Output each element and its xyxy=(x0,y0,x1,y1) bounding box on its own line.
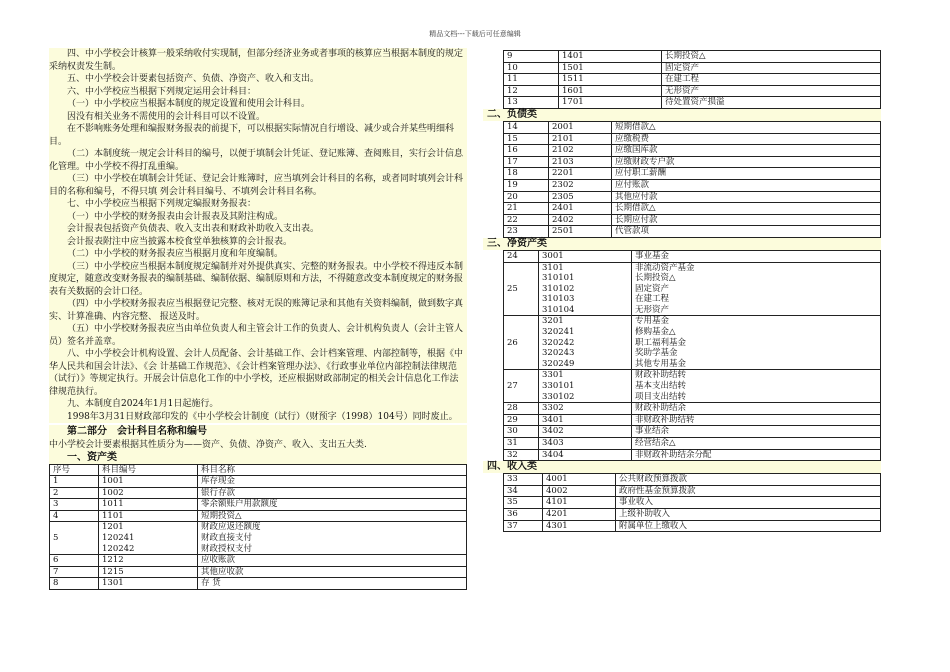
account-code: 1301 xyxy=(102,578,124,589)
account-code: 330102 xyxy=(542,391,575,402)
account-name: 财政直接支付 xyxy=(201,533,253,544)
paragraph: （一）中小学校应当根据本制度的规定设置和使用会计科目。 xyxy=(49,98,467,111)
name-cell xyxy=(612,133,881,145)
table-row xyxy=(504,179,881,191)
row-number-cell: 1 xyxy=(50,476,99,488)
body-paragraphs xyxy=(49,48,467,423)
code-cell xyxy=(539,262,632,316)
code-cell xyxy=(559,85,662,97)
table-row xyxy=(504,156,881,168)
right-column xyxy=(487,50,881,532)
account-name: 长期投资△ xyxy=(635,273,676,284)
table-row xyxy=(504,474,881,486)
table-row xyxy=(50,555,467,567)
account-code: 3001 xyxy=(542,250,564,261)
name-cell xyxy=(198,578,467,590)
paragraph: 五、中小学校会计要素包括资产、负债、净资产、收入和支出。 xyxy=(49,73,467,86)
row-number-cell: 8 xyxy=(50,578,99,590)
code-cell xyxy=(549,203,612,215)
account-name: 在建工程 xyxy=(665,74,700,85)
name-cell xyxy=(198,510,467,522)
table-row xyxy=(504,403,881,415)
code-cell xyxy=(549,156,612,168)
name-cell xyxy=(662,51,881,63)
account-name: 长期投资△ xyxy=(665,51,706,61)
account-code: 1011 xyxy=(102,499,124,510)
name-cell xyxy=(198,555,467,567)
row-number-cell: 27 xyxy=(504,370,539,403)
code-cell xyxy=(549,191,612,203)
account-name: 基本支出结转 xyxy=(635,381,687,392)
name-cell xyxy=(612,226,881,238)
account-code: 2001 xyxy=(552,121,574,132)
account-code: 310101 xyxy=(542,273,575,284)
account-name: 财政授权支付 xyxy=(201,543,253,554)
account-name: 职工福利基金 xyxy=(635,337,687,348)
table-row xyxy=(504,168,881,180)
table-row xyxy=(504,133,881,145)
row-number-cell: 7 xyxy=(50,566,99,578)
account-name: 财政补助结余 xyxy=(635,403,687,414)
row-number-cell: 10 xyxy=(504,62,559,74)
row-number-cell: 36 xyxy=(504,508,543,520)
account-code: 310104 xyxy=(542,304,575,315)
account-name: 其他应付款 xyxy=(615,191,658,202)
table-header-row xyxy=(50,464,467,476)
account-name: 应付账款 xyxy=(615,179,650,190)
name-cell xyxy=(632,414,881,426)
account-code: 2501 xyxy=(552,226,574,237)
account-name: 固定资产 xyxy=(665,62,700,73)
row-number-cell: 21 xyxy=(504,203,549,215)
row-number-cell: 32 xyxy=(504,449,539,461)
account-name: 经营结余△ xyxy=(635,438,676,448)
header-cell-no: 序号 xyxy=(50,464,99,476)
table-row xyxy=(504,520,881,532)
account-name: 事业结余 xyxy=(635,426,670,437)
name-cell xyxy=(612,203,881,215)
account-code: 1511 xyxy=(562,74,584,85)
name-cell xyxy=(616,520,881,532)
account-name: 应付职工薪酬 xyxy=(615,168,667,179)
net-assets-table xyxy=(503,250,881,461)
paragraph: （二）中小学校的财务报表应当根据月度和年度编制。 xyxy=(49,248,467,261)
table-row xyxy=(504,438,881,450)
row-number-cell: 31 xyxy=(504,438,539,450)
account-code: 1215 xyxy=(102,566,124,577)
account-name: 项目支出结转 xyxy=(635,391,687,402)
row-number-cell: 33 xyxy=(504,474,543,486)
row-number-cell: 34 xyxy=(504,485,543,497)
row-number-cell: 2 xyxy=(50,487,99,499)
row-number-cell: 17 xyxy=(504,156,549,168)
table-row xyxy=(504,316,881,370)
header-cell-name: 科目名称 xyxy=(198,464,467,476)
row-number-cell: 11 xyxy=(504,74,559,86)
table-row xyxy=(504,191,881,203)
name-cell xyxy=(198,499,467,511)
account-code: 120242 xyxy=(102,543,135,554)
name-cell xyxy=(612,214,881,226)
account-code: 310102 xyxy=(542,283,575,294)
row-number-cell: 19 xyxy=(504,179,549,191)
account-code: 1501 xyxy=(562,62,584,73)
account-code: 2103 xyxy=(552,156,574,167)
row-number-cell: 30 xyxy=(504,426,539,438)
row-number-cell: 4 xyxy=(50,510,99,522)
table-row xyxy=(504,508,881,520)
row-number-cell: 20 xyxy=(504,191,549,203)
account-code: 310103 xyxy=(542,294,575,305)
part2-intro: 中小学校会计要素根据其性质分为——资产、负债、净资产、收入、支出五大类. xyxy=(49,439,467,452)
name-cell xyxy=(616,485,881,497)
row-number-cell: 14 xyxy=(504,121,549,133)
table-row xyxy=(504,145,881,157)
table-row xyxy=(50,578,467,590)
account-name: 修购基金△ xyxy=(635,327,676,338)
account-code: 1212 xyxy=(102,555,124,566)
paragraph: （三）中小学校在填制会计凭证、登记会计账簿时，应当填列会计科目的名称，或者同时填列会计科目的名称和编号，不得只填 列会计科目编号、不填列会计科目名称。 xyxy=(49,173,467,198)
account-name: 银行存款 xyxy=(201,487,236,498)
table-row xyxy=(50,522,467,555)
row-number-cell: 5 xyxy=(50,522,99,555)
account-code: 120241 xyxy=(102,533,135,544)
account-code: 320242 xyxy=(542,337,575,348)
account-name: 其他应收款 xyxy=(201,566,244,577)
paragraph: 1998年3月31日财政部印发的《中小学校会计制度（试行）（财预字（1998）104号）同时废止。 xyxy=(49,411,467,424)
name-cell xyxy=(632,426,881,438)
code-cell xyxy=(99,476,198,488)
code-cell xyxy=(99,566,198,578)
name-cell xyxy=(632,449,881,461)
part2-title: 第二部分 会计科目名称和编号 xyxy=(49,425,467,439)
table-row xyxy=(504,62,881,74)
table-row xyxy=(504,426,881,438)
table-row xyxy=(504,250,881,262)
row-number-cell: 25 xyxy=(504,262,539,316)
table-row xyxy=(504,262,881,316)
code-cell xyxy=(99,555,198,567)
account-name: 事业收入 xyxy=(619,497,654,508)
code-cell xyxy=(549,121,612,133)
code-cell xyxy=(539,426,632,438)
name-cell xyxy=(632,250,881,262)
row-number-cell: 15 xyxy=(504,133,549,145)
account-name: 代管款项 xyxy=(615,226,650,237)
left-column xyxy=(49,48,467,590)
name-cell xyxy=(662,62,881,74)
paragraph: （二）本制度统一规定会计科目的编号，以便于填制会计凭证、登记账簿、查阅账目，实行会计信息化管理。中小学校不得打乱重编。 xyxy=(49,148,467,173)
paragraph: 会计报表包括资产负债表、收入支出表和财政补助收入支出表。 xyxy=(49,223,467,236)
account-code: 1701 xyxy=(562,97,584,108)
table-row xyxy=(504,74,881,86)
name-cell xyxy=(612,179,881,191)
code-cell xyxy=(539,414,632,426)
assets-category-title: 一、资产类 xyxy=(49,452,467,464)
account-name: 应缴国库款 xyxy=(615,145,658,156)
account-code: 2305 xyxy=(552,191,574,202)
table-row xyxy=(504,485,881,497)
account-name: 公共财政预算拨款 xyxy=(619,474,688,485)
code-cell xyxy=(539,438,632,450)
account-code: 4001 xyxy=(546,474,568,485)
name-cell xyxy=(612,191,881,203)
net-assets-category-title: 三、净资产类 xyxy=(483,238,881,250)
account-code: 3403 xyxy=(542,438,564,448)
income-table xyxy=(503,473,881,532)
account-name: 非财政补助结转 xyxy=(635,414,695,425)
assets-continued-table xyxy=(503,50,881,109)
row-number-cell: 24 xyxy=(504,250,539,262)
row-number-cell: 6 xyxy=(50,555,99,567)
code-cell xyxy=(559,74,662,86)
table-row xyxy=(504,85,881,97)
row-number-cell: 3 xyxy=(50,499,99,511)
account-code: 1601 xyxy=(562,85,584,96)
table-row xyxy=(504,370,881,403)
account-code: 4002 xyxy=(546,485,568,496)
account-code: 2101 xyxy=(552,133,574,144)
code-cell xyxy=(543,497,616,509)
account-code: 3402 xyxy=(542,426,564,437)
account-code: 320249 xyxy=(542,358,575,369)
account-code: 1002 xyxy=(102,487,124,498)
name-cell xyxy=(632,262,881,316)
account-code: 2402 xyxy=(552,214,574,225)
account-code: 1201 xyxy=(102,522,124,533)
account-name: 事业基金 xyxy=(635,250,670,261)
account-code: 2102 xyxy=(552,145,574,156)
code-cell xyxy=(559,62,662,74)
code-cell xyxy=(549,145,612,157)
account-code: 3401 xyxy=(542,414,564,425)
liabilities-table xyxy=(503,121,881,238)
code-cell xyxy=(99,522,198,555)
account-code: 330101 xyxy=(542,381,575,392)
code-cell xyxy=(539,370,632,403)
income-category-title: 四、收入类 xyxy=(483,461,881,473)
code-cell xyxy=(543,474,616,486)
name-cell xyxy=(662,97,881,109)
account-name: 财政应返还额度 xyxy=(201,522,261,533)
account-name: 应缴税费 xyxy=(615,133,650,144)
row-number-cell: 28 xyxy=(504,403,539,415)
account-name: 专用基金 xyxy=(635,316,670,327)
account-code: 3101 xyxy=(542,262,564,273)
name-cell xyxy=(632,370,881,403)
row-number-cell: 23 xyxy=(504,226,549,238)
table-row xyxy=(50,510,467,522)
table-row xyxy=(504,226,881,238)
account-name: 库存现金 xyxy=(201,476,236,487)
code-cell xyxy=(543,485,616,497)
account-name: 财政补助结转 xyxy=(635,370,687,381)
table-row xyxy=(504,51,881,63)
account-name: 零余额账户用款额度 xyxy=(201,499,278,510)
paragraph: 九、本制度自2024年1月1日起施行。 xyxy=(49,398,467,411)
table-row xyxy=(504,203,881,215)
row-number-cell: 9 xyxy=(504,51,559,63)
account-name: 无形资产 xyxy=(665,85,700,96)
account-name: 非流动资产基金 xyxy=(635,262,695,273)
account-code: 4101 xyxy=(546,497,568,508)
table-row xyxy=(504,497,881,509)
account-code: 3301 xyxy=(542,370,564,381)
code-cell xyxy=(99,487,198,499)
paragraph: （一）中小学校的财务报表由会计报表及其附注构成。 xyxy=(49,211,467,224)
code-cell xyxy=(539,316,632,370)
name-cell xyxy=(662,85,881,97)
name-cell xyxy=(632,438,881,450)
account-code: 2201 xyxy=(552,168,574,179)
code-cell xyxy=(99,510,198,522)
code-cell xyxy=(539,403,632,415)
row-number-cell: 26 xyxy=(504,316,539,370)
account-name: 短期投资△ xyxy=(201,510,242,521)
row-number-cell: 16 xyxy=(504,145,549,157)
page-header-note: 精品文档---下载后可任意编辑 xyxy=(429,30,521,38)
code-cell xyxy=(543,520,616,532)
account-code: 1001 xyxy=(102,476,124,487)
account-name: 应收账款 xyxy=(201,555,236,566)
account-code: 320243 xyxy=(542,348,575,359)
table-row xyxy=(50,566,467,578)
account-name: 长期借款△ xyxy=(615,203,656,214)
name-cell xyxy=(616,474,881,486)
header-cell-code: 科目编号 xyxy=(99,464,198,476)
account-name: 非财政补助结余分配 xyxy=(635,449,712,460)
paragraph: 六、中小学校应当根据下列规定运用会计科目： xyxy=(49,86,467,99)
paragraph: 四、中小学校会计核算一般采纳收付实现制，但部分经济业务或者事项的核算应当根据本制度的规定采纳权责发生制。 xyxy=(49,48,467,73)
table-row xyxy=(50,499,467,511)
row-number-cell: 29 xyxy=(504,414,539,426)
name-cell xyxy=(198,522,467,555)
table-row xyxy=(504,121,881,133)
code-cell xyxy=(549,214,612,226)
account-name: 奖助学基金 xyxy=(635,348,678,359)
account-name: 附属单位上缴收入 xyxy=(619,520,688,531)
paragraph: 在不影响账务处理和编报财务报表的前提下，可以根据实际情况自行增设、减少或合并某些明细科目。 xyxy=(49,123,467,148)
table-row xyxy=(504,449,881,461)
paragraph: （五）中小学校财务报表应当由单位负责人和主管会计工作的负责人、会计机构负责人（会计主管人员）签名并盖章。 xyxy=(49,323,467,348)
account-name: 其他专用基金 xyxy=(635,358,687,369)
account-name: 存 货 xyxy=(201,578,221,589)
account-code: 3404 xyxy=(542,449,564,460)
name-cell xyxy=(612,145,881,157)
account-name: 政府性基金预算拨款 xyxy=(619,485,696,496)
code-cell xyxy=(99,578,198,590)
code-cell xyxy=(559,97,662,109)
row-number-cell: 12 xyxy=(504,85,559,97)
account-code: 2302 xyxy=(552,179,574,190)
name-cell xyxy=(616,508,881,520)
account-code: 3201 xyxy=(542,316,564,327)
name-cell xyxy=(662,74,881,86)
paragraph: （三）中小学校应当根据本制度规定编制并对外提供真实、完整的财务报表。中小学校不得违反本制度规定，随意改变财务报表的编制基础、编制依据、编制原则和方法，不得随意改变本制度规定的财务报表有关数据的会计口径。 xyxy=(49,261,467,299)
account-code: 3302 xyxy=(542,403,564,414)
code-cell xyxy=(549,168,612,180)
code-cell xyxy=(549,133,612,145)
account-code: 1401 xyxy=(562,51,584,61)
code-cell xyxy=(549,179,612,191)
account-name: 固定资产 xyxy=(635,283,670,294)
table-row xyxy=(504,97,881,109)
account-name: 无形资产 xyxy=(635,304,670,315)
paragraph: （四）中小学校财务报表应当根据登记完整、核对无误的账簿记录和其他有关资料编制，做到数字真实、计算准确、内容完整、 报送及时。 xyxy=(49,298,467,323)
name-cell xyxy=(632,316,881,370)
account-name: 在建工程 xyxy=(635,294,670,305)
account-name: 待处置资产损溢 xyxy=(665,97,725,108)
name-cell xyxy=(612,168,881,180)
liabilities-category-title: 二、负债类 xyxy=(483,109,881,121)
row-number-cell: 18 xyxy=(504,168,549,180)
code-cell xyxy=(559,51,662,63)
row-number-cell: 37 xyxy=(504,520,543,532)
table-row xyxy=(50,487,467,499)
row-number-cell: 22 xyxy=(504,214,549,226)
paragraph: 七、中小学校应当根据下列规定编报财务报表： xyxy=(49,198,467,211)
account-code: 4201 xyxy=(546,508,568,519)
account-code: 2401 xyxy=(552,203,574,214)
name-cell xyxy=(632,403,881,415)
account-code: 1101 xyxy=(102,510,124,521)
paragraph: 因没有相关业务不需使用的会计科目可以不设置。 xyxy=(49,111,467,124)
table-row xyxy=(504,214,881,226)
code-cell xyxy=(539,250,632,262)
account-code: 4301 xyxy=(546,520,568,531)
assets-table xyxy=(49,464,467,591)
account-name: 应缴财政专户款 xyxy=(615,156,675,167)
name-cell xyxy=(612,156,881,168)
name-cell xyxy=(198,487,467,499)
paragraph: 会计报表附注中应当披露本校食堂单独核算的会计报表。 xyxy=(49,236,467,249)
account-name: 短期借款△ xyxy=(615,121,656,132)
name-cell xyxy=(198,566,467,578)
paragraph: 八、中小学校会计机构设置、会计人员配备、会计基础工作、会计档案管理、内部控制等，根据《中华人民共和国会计法》、《会 计基础工作规范》、《会计档案管理办法》、《行政事业单位内部控制法律规范（试行）》等规定执行。开展会计信息化工作的中小学校，还应根据财政部制定的相关会计信息化工作法律规范执行。 xyxy=(49,348,467,398)
row-number-cell: 35 xyxy=(504,497,543,509)
code-cell xyxy=(543,508,616,520)
name-cell xyxy=(612,121,881,133)
code-cell xyxy=(549,226,612,238)
table-row xyxy=(50,476,467,488)
table-row xyxy=(504,414,881,426)
code-cell xyxy=(539,449,632,461)
name-cell xyxy=(198,476,467,488)
code-cell xyxy=(99,499,198,511)
account-code: 320241 xyxy=(542,327,575,338)
account-name: 上级补助收入 xyxy=(619,508,671,519)
account-name: 长期应付款 xyxy=(615,214,658,225)
name-cell xyxy=(616,497,881,509)
row-number-cell: 13 xyxy=(504,97,559,109)
